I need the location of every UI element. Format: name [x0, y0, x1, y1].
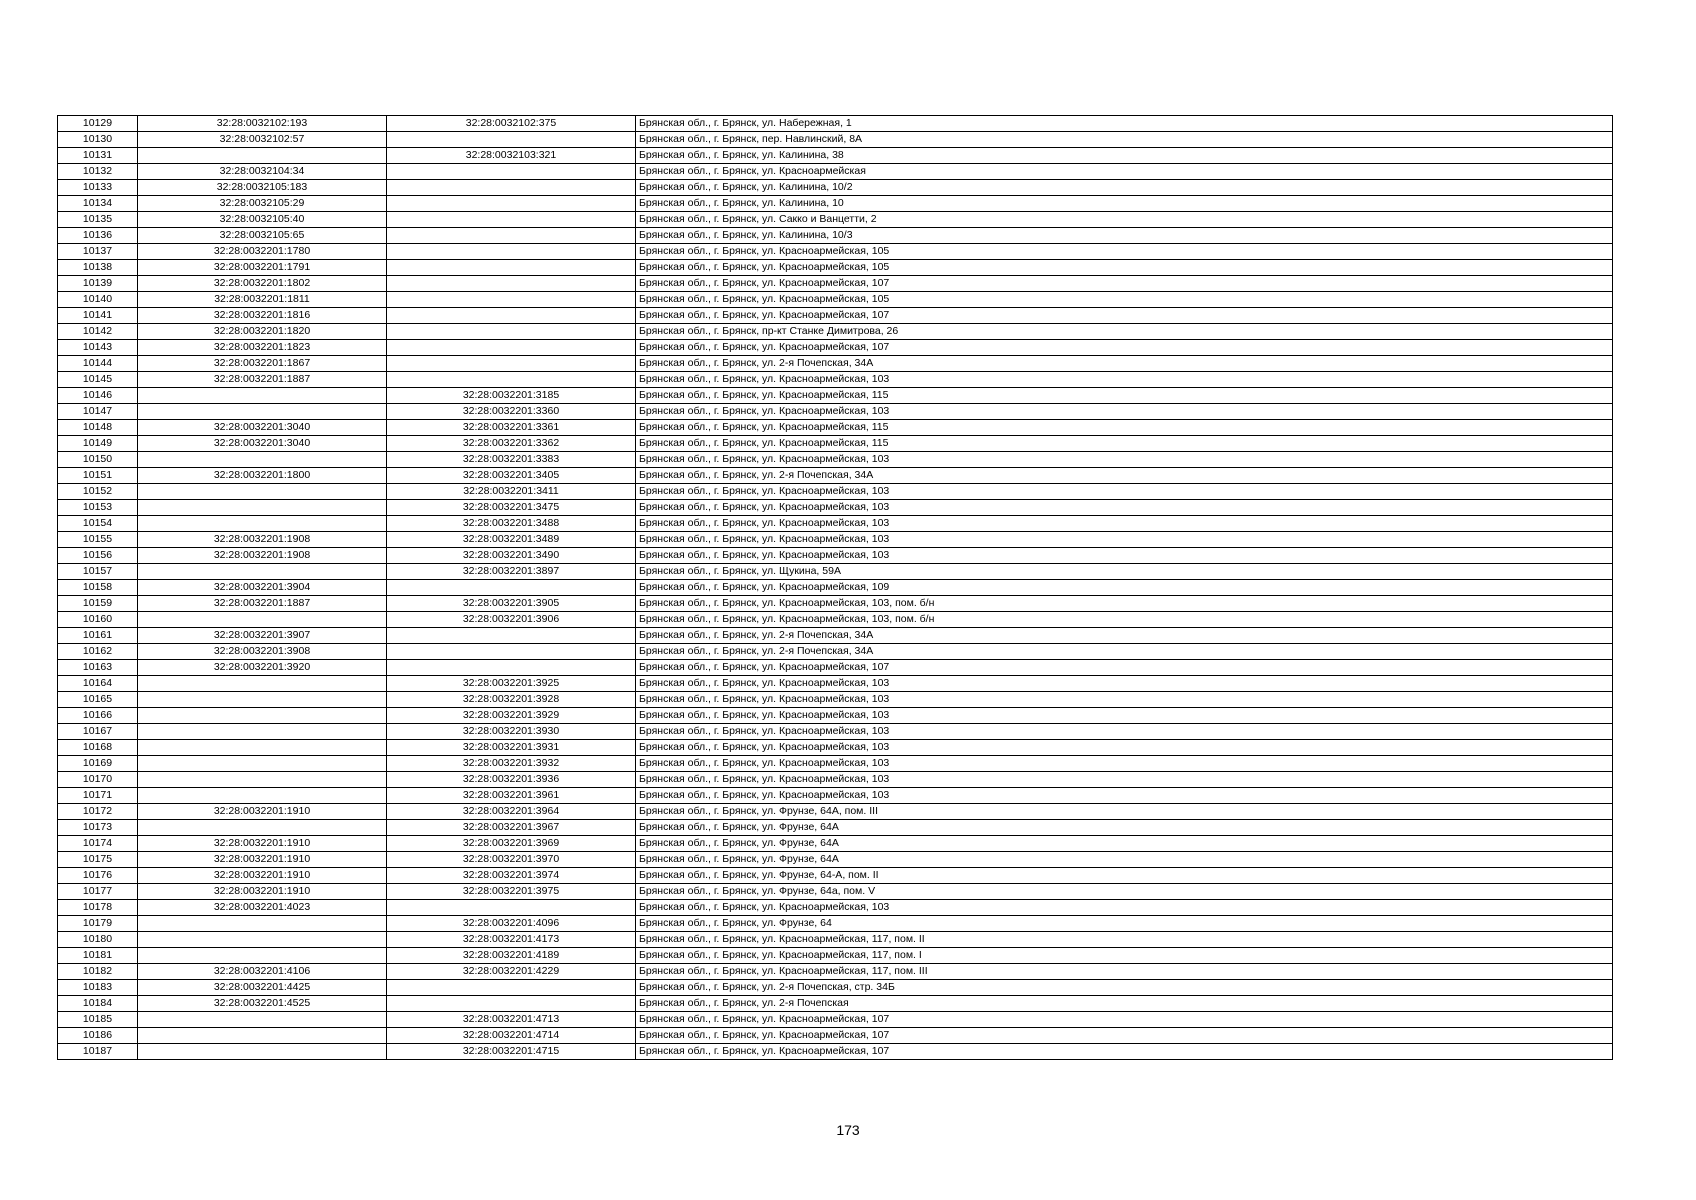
cadastral-number-cell: 32:28:0032201:1816	[138, 308, 387, 324]
related-cadastral-number-cell: 32:28:0032201:3929	[387, 708, 636, 724]
row-number-cell: 10144	[58, 356, 138, 372]
row-number-cell: 10147	[58, 404, 138, 420]
table-row	[58, 932, 1613, 948]
address-cell: Брянская обл., г. Брянск, ул. Красноармейская, 103	[636, 724, 1613, 740]
row-number-cell: 10177	[58, 884, 138, 900]
table-row	[58, 132, 1613, 148]
cadastral-number-cell: 32:28:0032104:34	[138, 164, 387, 180]
row-number-cell: 10130	[58, 132, 138, 148]
row-number-cell: 10158	[58, 580, 138, 596]
related-cadastral-number-cell	[387, 132, 636, 148]
address-cell: Брянская обл., г. Брянск, ул. Калинина, 10/2	[636, 180, 1613, 196]
row-number-cell: 10176	[58, 868, 138, 884]
table-row	[58, 548, 1613, 564]
table-row	[58, 836, 1613, 852]
row-number-cell: 10157	[58, 564, 138, 580]
related-cadastral-number-cell: 32:28:0032201:3936	[387, 772, 636, 788]
table-row	[58, 644, 1613, 660]
address-cell: Брянская обл., г. Брянск, ул. Красноармейская, 115	[636, 388, 1613, 404]
address-cell: Брянская обл., г. Брянск, ул. 2-я Почепская	[636, 996, 1613, 1012]
address-cell: Брянская обл., г. Брянск, ул. Красноармейская, 103	[636, 692, 1613, 708]
address-cell: Брянская обл., г. Брянск, ул. Красноармейская, 103	[636, 756, 1613, 772]
table-row	[58, 724, 1613, 740]
cadastral-number-cell	[138, 500, 387, 516]
row-number-cell: 10166	[58, 708, 138, 724]
cadastral-number-cell: 32:28:0032201:1823	[138, 340, 387, 356]
related-cadastral-number-cell: 32:28:0032201:3930	[387, 724, 636, 740]
address-cell: Брянская обл., г. Брянск, ул. Сакко и Ванцетти, 2	[636, 212, 1613, 228]
row-number-cell: 10160	[58, 612, 138, 628]
cadastral-number-cell	[138, 1012, 387, 1028]
row-number-cell: 10184	[58, 996, 138, 1012]
row-number-cell: 10178	[58, 900, 138, 916]
table-row	[58, 420, 1613, 436]
cadastral-number-cell: 32:28:0032201:1867	[138, 356, 387, 372]
address-cell: Брянская обл., г. Брянск, пер. Навлинский, 8А	[636, 132, 1613, 148]
related-cadastral-number-cell	[387, 244, 636, 260]
row-number-cell: 10179	[58, 916, 138, 932]
cadastral-number-cell	[138, 772, 387, 788]
cadastral-number-cell: 32:28:0032201:1910	[138, 804, 387, 820]
related-cadastral-number-cell: 32:28:0032201:3361	[387, 420, 636, 436]
table-row	[58, 852, 1613, 868]
address-cell: Брянская обл., г. Брянск, ул. 2-я Почепская, 34А	[636, 644, 1613, 660]
row-number-cell: 10139	[58, 276, 138, 292]
cadastral-number-cell: 32:28:0032201:1780	[138, 244, 387, 260]
table-row	[58, 196, 1613, 212]
table-row	[58, 692, 1613, 708]
registry-table-body	[58, 116, 1613, 1060]
table-row	[58, 212, 1613, 228]
related-cadastral-number-cell: 32:28:0032201:3969	[387, 836, 636, 852]
registry-table	[57, 115, 1613, 1060]
table-row	[58, 276, 1613, 292]
row-number-cell: 10183	[58, 980, 138, 996]
address-cell: Брянская обл., г. Брянск, ул. Фрунзе, 64а, пом. V	[636, 884, 1613, 900]
address-cell: Брянская обл., г. Брянск, ул. Красноармейская, 107	[636, 1028, 1613, 1044]
cadastral-number-cell: 32:28:0032105:183	[138, 180, 387, 196]
cadastral-number-cell: 32:28:0032201:1791	[138, 260, 387, 276]
row-number-cell: 10180	[58, 932, 138, 948]
related-cadastral-number-cell: 32:28:0032201:3897	[387, 564, 636, 580]
table-row	[58, 1028, 1613, 1044]
address-cell: Брянская обл., г. Брянск, ул. Красноармейская, 115	[636, 436, 1613, 452]
address-cell: Брянская обл., г. Брянск, ул. Фрунзе, 64-А, пом. II	[636, 868, 1613, 884]
table-row	[58, 468, 1613, 484]
related-cadastral-number-cell	[387, 996, 636, 1012]
address-cell: Брянская обл., г. Брянск, ул. Красноармейская, 105	[636, 292, 1613, 308]
table-row	[58, 436, 1613, 452]
related-cadastral-number-cell	[387, 276, 636, 292]
table-row	[58, 628, 1613, 644]
row-number-cell: 10182	[58, 964, 138, 980]
table-row	[58, 1012, 1613, 1028]
cadastral-number-cell: 32:28:0032201:3904	[138, 580, 387, 596]
row-number-cell: 10186	[58, 1028, 138, 1044]
address-cell: Брянская обл., г. Брянск, ул. Красноармейская	[636, 164, 1613, 180]
table-row	[58, 564, 1613, 580]
cadastral-number-cell: 32:28:0032201:4106	[138, 964, 387, 980]
table-row	[58, 676, 1613, 692]
related-cadastral-number-cell: 32:28:0032201:4713	[387, 1012, 636, 1028]
cadastral-number-cell	[138, 388, 387, 404]
address-cell: Брянская обл., г. Брянск, ул. Красноармейская, 105	[636, 244, 1613, 260]
table-row	[58, 740, 1613, 756]
address-cell: Брянская обл., г. Брянск, ул. Красноармейская, 103	[636, 452, 1613, 468]
cadastral-number-cell	[138, 612, 387, 628]
table-row	[58, 372, 1613, 388]
related-cadastral-number-cell: 32:28:0032201:3961	[387, 788, 636, 804]
address-cell: Брянская обл., г. Брянск, ул. Калинина, 10/3	[636, 228, 1613, 244]
address-cell: Брянская обл., г. Брянск, ул. Красноармейская, 103	[636, 372, 1613, 388]
cadastral-number-cell: 32:28:0032201:4525	[138, 996, 387, 1012]
related-cadastral-number-cell: 32:28:0032201:3931	[387, 740, 636, 756]
cadastral-number-cell: 32:28:0032201:3040	[138, 436, 387, 452]
row-number-cell: 10143	[58, 340, 138, 356]
table-row	[58, 532, 1613, 548]
table-row	[58, 404, 1613, 420]
row-number-cell: 10145	[58, 372, 138, 388]
address-cell: Брянская обл., г. Брянск, ул. Красноармейская, 103	[636, 548, 1613, 564]
cadastral-number-cell	[138, 692, 387, 708]
row-number-cell: 10168	[58, 740, 138, 756]
related-cadastral-number-cell: 32:28:0032201:3362	[387, 436, 636, 452]
table-row	[58, 916, 1613, 932]
row-number-cell: 10155	[58, 532, 138, 548]
cadastral-number-cell: 32:28:0032201:3920	[138, 660, 387, 676]
cadastral-number-cell	[138, 564, 387, 580]
cadastral-number-cell: 32:28:0032105:40	[138, 212, 387, 228]
address-cell: Брянская обл., г. Брянск, ул. Фрунзе, 64А, пом. III	[636, 804, 1613, 820]
cadastral-number-cell: 32:28:0032102:57	[138, 132, 387, 148]
related-cadastral-number-cell: 32:28:0032201:3411	[387, 484, 636, 500]
row-number-cell: 10138	[58, 260, 138, 276]
table-row	[58, 612, 1613, 628]
address-cell: Брянская обл., г. Брянск, ул. Красноармейская, 107	[636, 308, 1613, 324]
row-number-cell: 10172	[58, 804, 138, 820]
cadastral-number-cell: 32:28:0032201:1820	[138, 324, 387, 340]
related-cadastral-number-cell: 32:28:0032201:3360	[387, 404, 636, 420]
address-cell: Брянская обл., г. Брянск, ул. Набережная, 1	[636, 116, 1613, 132]
row-number-cell: 10187	[58, 1044, 138, 1060]
table-row	[58, 772, 1613, 788]
related-cadastral-number-cell: 32:28:0032201:3185	[387, 388, 636, 404]
cadastral-number-cell: 32:28:0032201:3040	[138, 420, 387, 436]
cadastral-number-cell: 32:28:0032201:1887	[138, 372, 387, 388]
address-cell: Брянская обл., г. Брянск, ул. Красноармейская, 103	[636, 740, 1613, 756]
table-row	[58, 580, 1613, 596]
related-cadastral-number-cell: 32:28:0032201:3490	[387, 548, 636, 564]
row-number-cell: 10131	[58, 148, 138, 164]
related-cadastral-number-cell: 32:28:0032201:3906	[387, 612, 636, 628]
address-cell: Брянская обл., г. Брянск, ул. Красноармейская, 107	[636, 1012, 1613, 1028]
address-cell: Брянская обл., г. Брянск, ул. Красноармейская, 107	[636, 276, 1613, 292]
address-cell: Брянская обл., г. Брянск, ул. Фрунзе, 64А	[636, 852, 1613, 868]
table-row	[58, 180, 1613, 196]
row-number-cell: 10129	[58, 116, 138, 132]
address-cell: Брянская обл., г. Брянск, ул. Красноармейская, 103, пом. б/н	[636, 612, 1613, 628]
related-cadastral-number-cell: 32:28:0032102:375	[387, 116, 636, 132]
related-cadastral-number-cell	[387, 292, 636, 308]
cadastral-number-cell: 32:28:0032102:193	[138, 116, 387, 132]
related-cadastral-number-cell	[387, 228, 636, 244]
related-cadastral-number-cell	[387, 180, 636, 196]
cadastral-number-cell	[138, 724, 387, 740]
related-cadastral-number-cell	[387, 308, 636, 324]
row-number-cell: 10146	[58, 388, 138, 404]
address-cell: Брянская обл., г. Брянск, ул. Красноармейская, 103	[636, 900, 1613, 916]
row-number-cell: 10148	[58, 420, 138, 436]
address-cell: Брянская обл., г. Брянск, ул. Красноармейская, 117, пом. II	[636, 932, 1613, 948]
table-row	[58, 756, 1613, 772]
address-cell: Брянская обл., г. Брянск, ул. 2-я Почепская, 34А	[636, 628, 1613, 644]
table-row	[58, 900, 1613, 916]
cadastral-number-cell	[138, 484, 387, 500]
table-row	[58, 356, 1613, 372]
address-cell: Брянская обл., г. Брянск, пр-кт Станке Димитрова, 26	[636, 324, 1613, 340]
table-row	[58, 948, 1613, 964]
related-cadastral-number-cell	[387, 164, 636, 180]
cadastral-number-cell: 32:28:0032201:3908	[138, 644, 387, 660]
row-number-cell: 10136	[58, 228, 138, 244]
row-number-cell: 10165	[58, 692, 138, 708]
row-number-cell: 10134	[58, 196, 138, 212]
row-number-cell: 10170	[58, 772, 138, 788]
table-row	[58, 660, 1613, 676]
row-number-cell: 10162	[58, 644, 138, 660]
row-number-cell: 10142	[58, 324, 138, 340]
related-cadastral-number-cell	[387, 356, 636, 372]
cadastral-number-cell: 32:28:0032201:1910	[138, 852, 387, 868]
related-cadastral-number-cell: 32:28:0032201:3475	[387, 500, 636, 516]
address-cell: Брянская обл., г. Брянск, ул. Красноармейская, 103, пом. б/н	[636, 596, 1613, 612]
table-row	[58, 996, 1613, 1012]
cadastral-number-cell: 32:28:0032201:1908	[138, 532, 387, 548]
related-cadastral-number-cell	[387, 340, 636, 356]
related-cadastral-number-cell: 32:28:0032201:4714	[387, 1028, 636, 1044]
table-row	[58, 116, 1613, 132]
row-number-cell: 10156	[58, 548, 138, 564]
cadastral-number-cell: 32:28:0032105:65	[138, 228, 387, 244]
address-cell: Брянская обл., г. Брянск, ул. Калинина, 10	[636, 196, 1613, 212]
table-row	[58, 148, 1613, 164]
address-cell: Брянская обл., г. Брянск, ул. 2-я Почепская, 34А	[636, 356, 1613, 372]
row-number-cell: 10154	[58, 516, 138, 532]
cadastral-number-cell	[138, 676, 387, 692]
related-cadastral-number-cell: 32:28:0032201:3974	[387, 868, 636, 884]
cadastral-number-cell	[138, 740, 387, 756]
related-cadastral-number-cell: 32:28:0032201:4715	[387, 1044, 636, 1060]
address-cell: Брянская обл., г. Брянск, ул. Красноармейская, 103	[636, 484, 1613, 500]
row-number-cell: 10181	[58, 948, 138, 964]
related-cadastral-number-cell: 32:28:0032201:4173	[387, 932, 636, 948]
related-cadastral-number-cell	[387, 628, 636, 644]
cadastral-number-cell: 32:28:0032201:3907	[138, 628, 387, 644]
table-row	[58, 804, 1613, 820]
cadastral-number-cell: 32:28:0032201:1910	[138, 836, 387, 852]
row-number-cell: 10133	[58, 180, 138, 196]
row-number-cell: 10161	[58, 628, 138, 644]
related-cadastral-number-cell: 32:28:0032201:3383	[387, 452, 636, 468]
related-cadastral-number-cell	[387, 580, 636, 596]
related-cadastral-number-cell	[387, 324, 636, 340]
row-number-cell: 10171	[58, 788, 138, 804]
address-cell: Брянская обл., г. Брянск, ул. Фрунзе, 64А	[636, 836, 1613, 852]
row-number-cell: 10153	[58, 500, 138, 516]
row-number-cell: 10159	[58, 596, 138, 612]
cadastral-number-cell	[138, 932, 387, 948]
cadastral-number-cell	[138, 516, 387, 532]
cadastral-number-cell: 32:28:0032201:1910	[138, 884, 387, 900]
address-cell: Брянская обл., г. Брянск, ул. Фрунзе, 64	[636, 916, 1613, 932]
row-number-cell: 10164	[58, 676, 138, 692]
address-cell: Брянская обл., г. Брянск, ул. Красноармейская, 107	[636, 660, 1613, 676]
table-row	[58, 164, 1613, 180]
related-cadastral-number-cell: 32:28:0032201:4189	[387, 948, 636, 964]
related-cadastral-number-cell: 32:28:0032201:3970	[387, 852, 636, 868]
address-cell: Брянская обл., г. Брянск, ул. Фрунзе, 64А	[636, 820, 1613, 836]
cadastral-number-cell	[138, 1044, 387, 1060]
related-cadastral-number-cell	[387, 660, 636, 676]
row-number-cell: 10137	[58, 244, 138, 260]
address-cell: Брянская обл., г. Брянск, ул. Красноармейская, 103	[636, 676, 1613, 692]
cadastral-number-cell: 32:28:0032201:4023	[138, 900, 387, 916]
related-cadastral-number-cell	[387, 372, 636, 388]
table-row	[58, 244, 1613, 260]
address-cell: Брянская обл., г. Брянск, ул. Красноармейская, 117, пом. III	[636, 964, 1613, 980]
address-cell: Брянская обл., г. Брянск, ул. Красноармейская, 103	[636, 500, 1613, 516]
cadastral-number-cell	[138, 1028, 387, 1044]
address-cell: Брянская обл., г. Брянск, ул. Красноармейская, 103	[636, 404, 1613, 420]
row-number-cell: 10151	[58, 468, 138, 484]
related-cadastral-number-cell	[387, 260, 636, 276]
related-cadastral-number-cell: 32:28:0032201:4229	[387, 964, 636, 980]
address-cell: Брянская обл., г. Брянск, ул. Красноармейская, 103	[636, 708, 1613, 724]
row-number-cell: 10135	[58, 212, 138, 228]
row-number-cell: 10149	[58, 436, 138, 452]
related-cadastral-number-cell	[387, 212, 636, 228]
cadastral-number-cell	[138, 948, 387, 964]
address-cell: Брянская обл., г. Брянск, ул. Красноармейская, 115	[636, 420, 1613, 436]
related-cadastral-number-cell	[387, 980, 636, 996]
cadastral-number-cell: 32:28:0032201:1811	[138, 292, 387, 308]
address-cell: Брянская обл., г. Брянск, ул. Щукина, 59А	[636, 564, 1613, 580]
cadastral-number-cell: 32:28:0032201:1887	[138, 596, 387, 612]
related-cadastral-number-cell	[387, 900, 636, 916]
address-cell: Брянская обл., г. Брянск, ул. Красноармейская, 107	[636, 1044, 1613, 1060]
address-cell: Брянская обл., г. Брянск, ул. 2-я Почепская, стр. 34Б	[636, 980, 1613, 996]
table-row	[58, 340, 1613, 356]
related-cadastral-number-cell: 32:28:0032103:321	[387, 148, 636, 164]
related-cadastral-number-cell: 32:28:0032201:3489	[387, 532, 636, 548]
table-row	[58, 1044, 1613, 1060]
table-row	[58, 388, 1613, 404]
address-cell: Брянская обл., г. Брянск, ул. Красноармейская, 107	[636, 340, 1613, 356]
address-cell: Брянская обл., г. Брянск, ул. Калинина, 38	[636, 148, 1613, 164]
table-row	[58, 308, 1613, 324]
related-cadastral-number-cell: 32:28:0032201:3932	[387, 756, 636, 772]
related-cadastral-number-cell	[387, 196, 636, 212]
related-cadastral-number-cell: 32:28:0032201:3967	[387, 820, 636, 836]
table-row	[58, 964, 1613, 980]
address-cell: Брянская обл., г. Брянск, ул. Красноармейская, 117, пом. I	[636, 948, 1613, 964]
table-row	[58, 484, 1613, 500]
related-cadastral-number-cell: 32:28:0032201:3488	[387, 516, 636, 532]
cadastral-number-cell: 32:28:0032201:4425	[138, 980, 387, 996]
row-number-cell: 10185	[58, 1012, 138, 1028]
cadastral-number-cell	[138, 452, 387, 468]
table-row	[58, 324, 1613, 340]
related-cadastral-number-cell: 32:28:0032201:3975	[387, 884, 636, 900]
cadastral-number-cell: 32:28:0032201:1910	[138, 868, 387, 884]
row-number-cell: 10141	[58, 308, 138, 324]
row-number-cell: 10132	[58, 164, 138, 180]
page-number: 173	[836, 1122, 860, 1138]
cadastral-number-cell	[138, 404, 387, 420]
cadastral-number-cell	[138, 148, 387, 164]
address-cell: Брянская обл., г. Брянск, ул. Красноармейская, 103	[636, 788, 1613, 804]
cadastral-number-cell: 32:28:0032201:1908	[138, 548, 387, 564]
related-cadastral-number-cell: 32:28:0032201:3928	[387, 692, 636, 708]
table-row	[58, 452, 1613, 468]
table-row	[58, 260, 1613, 276]
row-number-cell: 10140	[58, 292, 138, 308]
cadastral-number-cell: 32:28:0032105:29	[138, 196, 387, 212]
address-cell: Брянская обл., г. Брянск, ул. Красноармейская, 105	[636, 260, 1613, 276]
related-cadastral-number-cell	[387, 644, 636, 660]
table-row	[58, 516, 1613, 532]
table-row	[58, 228, 1613, 244]
table-row	[58, 868, 1613, 884]
table-row	[58, 884, 1613, 900]
related-cadastral-number-cell: 32:28:0032201:4096	[387, 916, 636, 932]
row-number-cell: 10173	[58, 820, 138, 836]
address-cell: Брянская обл., г. Брянск, ул. Красноармейская, 103	[636, 516, 1613, 532]
related-cadastral-number-cell: 32:28:0032201:3964	[387, 804, 636, 820]
cadastral-number-cell	[138, 788, 387, 804]
table-row	[58, 788, 1613, 804]
cadastral-number-cell	[138, 820, 387, 836]
related-cadastral-number-cell: 32:28:0032201:3905	[387, 596, 636, 612]
row-number-cell: 10150	[58, 452, 138, 468]
table-row	[58, 292, 1613, 308]
table-row	[58, 708, 1613, 724]
address-cell: Брянская обл., г. Брянск, ул. Красноармейская, 109	[636, 580, 1613, 596]
row-number-cell: 10163	[58, 660, 138, 676]
cadastral-number-cell	[138, 756, 387, 772]
row-number-cell: 10167	[58, 724, 138, 740]
table-row	[58, 596, 1613, 612]
cadastral-number-cell: 32:28:0032201:1802	[138, 276, 387, 292]
row-number-cell: 10175	[58, 852, 138, 868]
table-row	[58, 500, 1613, 516]
table-row	[58, 980, 1613, 996]
cadastral-number-cell: 32:28:0032201:1800	[138, 468, 387, 484]
address-cell: Брянская обл., г. Брянск, ул. 2-я Почепская, 34А	[636, 468, 1613, 484]
row-number-cell: 10174	[58, 836, 138, 852]
address-cell: Брянская обл., г. Брянск, ул. Красноармейская, 103	[636, 532, 1613, 548]
address-cell: Брянская обл., г. Брянск, ул. Красноармейская, 103	[636, 772, 1613, 788]
cadastral-number-cell	[138, 916, 387, 932]
table-row	[58, 820, 1613, 836]
related-cadastral-number-cell: 32:28:0032201:3925	[387, 676, 636, 692]
row-number-cell: 10169	[58, 756, 138, 772]
row-number-cell: 10152	[58, 484, 138, 500]
cadastral-number-cell	[138, 708, 387, 724]
related-cadastral-number-cell: 32:28:0032201:3405	[387, 468, 636, 484]
